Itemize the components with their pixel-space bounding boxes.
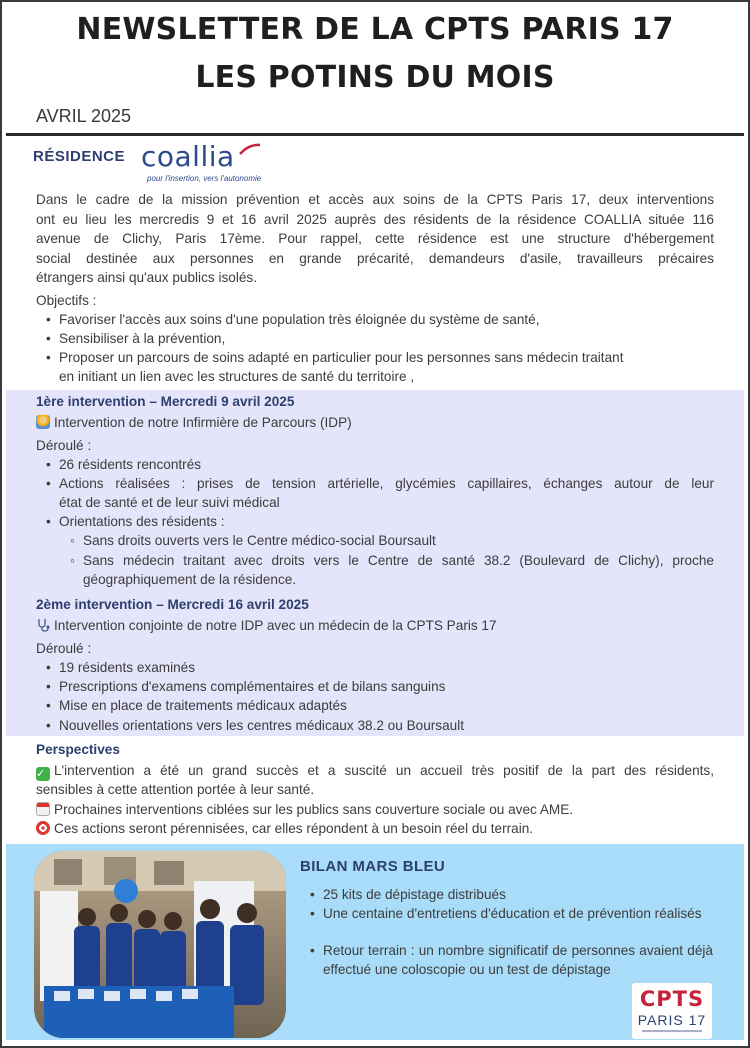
perspective-line [36, 819, 533, 839]
deroule-label: Déroulé : [36, 438, 92, 453]
objective-item: • Sensibiliser à la prévention, [59, 329, 225, 349]
objectives-label: Objectifs : [36, 293, 97, 308]
intervention1-title: 1ère intervention – Mercredi 9 avril 2025 [36, 394, 295, 409]
deroule-item-continued: état de santé et de leur suivi médical [59, 495, 280, 510]
deroule-item: • Actions réalisées : prises de tension artérielle, glycémies capillaires, échanges autour de leur [59, 474, 714, 494]
deroule-item: • Prescriptions d'examens complémentaires et de bilans sanguins [59, 677, 445, 697]
intervention1-subtitle-text: Intervention de notre Infirmière de Parcours (IDP) [54, 415, 352, 430]
deroule-item: • 19 résidents examinés [59, 658, 195, 678]
intro-line: ont eu lieu les mercredis 9 et 16 avril 2025 auprès des résidents de la résidence COALLIA située 116 [36, 212, 714, 227]
coallia-logo [141, 140, 235, 173]
perspective-line [36, 761, 714, 781]
perspective-line [36, 800, 573, 820]
deroule-item: • 26 résidents rencontrés [59, 455, 201, 475]
objective-item: • Proposer un parcours de soins adapté en particulier pour les personnes sans médecin traitant [59, 348, 623, 368]
calendar-icon [36, 802, 50, 816]
bilan-item: • Retour terrain : un nombre significatif de personnes avaient déjà effectué une coloscopie ou un test de dépistage [323, 942, 713, 979]
objective-item: • Favoriser l'accès aux soins d'une population très éloignée du système de santé, [59, 310, 540, 330]
team-photo-illustration [34, 851, 286, 1038]
nurse-icon [36, 415, 50, 429]
intro-line: Dans le cadre de la mission prévention et accès aux soins de la CPTS Paris 17, deux interventions [36, 192, 714, 207]
bilan-item: • 25 kits de dépistage distribués [323, 886, 713, 905]
coallia-tagline: pour l'insertion, vers l'autonomie [147, 174, 262, 183]
mars-bleu-team-photo [34, 851, 286, 1038]
bilan-title: BILAN MARS BLEU [300, 858, 446, 875]
coallia-logo-text: coallia [141, 140, 235, 173]
perspective-line: sensibles à cette attention portée à leur santé. [36, 782, 315, 797]
intro-line: avenue de Clichy, Paris 17ème. Pour rappel, cette résidence est une structure d'hébergement [36, 231, 714, 246]
deroule-item: • Mise en place de traitements médicaux adaptés [59, 696, 347, 716]
perspective-text: Ces actions seront pérennisées, car elles répondent à un besoin réel du terrain. [54, 821, 534, 836]
deroule-item: • Nouvelles orientations vers les centres médicaux 38.2 ou Boursault [59, 716, 464, 736]
cpts-logo-bottom: PARIS 17 [637, 1012, 707, 1028]
coallia-swoosh-icon [239, 142, 261, 156]
intro-line: social destinée aux personnes en grande précarité, demandeurs d'asile, travailleurs précaires [36, 251, 714, 266]
target-icon [36, 821, 50, 835]
bilan-item: • Une centaine d'entretiens d'éducation et de prévention réalisés [323, 905, 713, 924]
cpts-paris17-logo [632, 983, 712, 1039]
deroule-item: • Orientations des résidents : [59, 512, 224, 532]
newsletter-subtitle: LES POTINS DU MOIS [195, 60, 555, 95]
perspective-text: Prochaines interventions ciblées sur les publics sans couverture sociale ou avec AME. [54, 802, 574, 817]
check-icon: ✓ [36, 767, 50, 781]
intervention2-subtitle-text: Intervention conjointe de notre IDP avec un médecin de la CPTS Paris 17 [54, 618, 497, 633]
issue-date: AVRIL 2025 [36, 106, 132, 126]
cpts-logo-top: CPTS [639, 987, 705, 1011]
cpts-logo-rule [642, 1030, 702, 1032]
orientation-item-continued: géographiquement de la résidence. [83, 572, 297, 587]
orientation-item: ◦ Sans droits ouverts vers le Centre médico-social Boursault [83, 531, 436, 551]
newsletter-title: NEWSLETTER DE LA CPTS PARIS 17 [76, 12, 674, 47]
perspectives-title: Perspectives [36, 742, 120, 757]
residence-heading: RÉSIDENCE [33, 148, 126, 165]
deroule-label: Déroulé : [36, 641, 92, 656]
perspective-text: L'intervention a été un grand succès et a suscité un accueil très positif de la part des résidents, [54, 763, 714, 778]
intro-line: étrangers ainsi qu'aux publics isolés. [36, 270, 257, 285]
objective-item-continued: en initiant un lien avec les structures de santé du territoire , [59, 369, 415, 384]
newsletter-header [6, 6, 744, 134]
intervention2-subtitle [36, 616, 497, 636]
stethoscope-icon [36, 618, 50, 632]
orientation-item: ◦ Sans médecin traitant avec droits vers le Centre de santé 38.2 (Boulevard de Clichy), proche [83, 551, 714, 571]
intervention2-title: 2ème intervention – Mercredi 16 avril 2025 [36, 597, 309, 612]
intervention1-subtitle [36, 413, 352, 433]
